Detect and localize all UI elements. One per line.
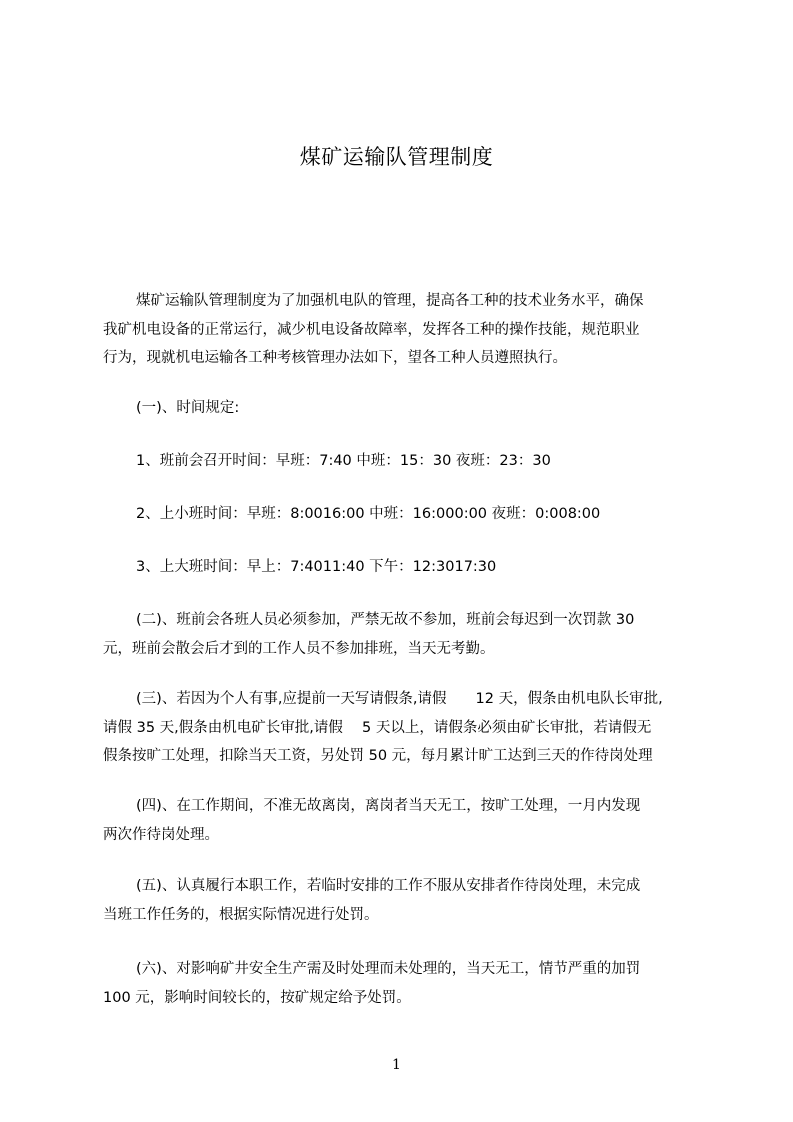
section-4-paragraph — [103, 792, 703, 849]
section-1-heading — [103, 394, 703, 423]
section-2-paragraph — [103, 606, 703, 663]
text-line: 3、上大班时间：早上：7:4011:40 下午：12:3017:30 — [136, 559, 497, 575]
text-line: 假条按旷工处理，扣除当天工资，另处罚 50 元，每月累计旷工达到三天的作待岗处理 — [103, 748, 653, 764]
section-6-paragraph — [103, 955, 703, 1012]
text-line: 两次作待岗处理。 — [103, 826, 219, 843]
time-rule-2 — [103, 500, 703, 529]
text-line: 我矿机电设备的正常运行，减少机电设备故障率，发挥各工种的操作技能，规范职业 — [103, 321, 640, 338]
text-line: (一)、时间规定: — [136, 400, 240, 416]
text-line: (三)、若因为个人有事,应提前一天写请假条,请假 12 天，假条由机电队长审批, — [136, 691, 663, 707]
time-rule-3 — [103, 553, 703, 582]
text-line: 1、班前会召开时间：早班：7:40 中班：15：30 夜班：23：30 — [136, 453, 551, 469]
text-line: (五)、认真履行本职工作，若临时安排的工作不服从安排者作待岗处理，未完成 — [136, 878, 641, 894]
text-line: 当班工作任务的，根据实际情况进行处罚。 — [103, 906, 379, 923]
text-line: 100 元，影响时间较长的，按矿规定给予处罚。 — [103, 989, 411, 1006]
section-3-paragraph — [103, 685, 703, 771]
time-rule-1 — [103, 447, 703, 476]
text-line: 元，班前会散会后才到的工作人员不参加排班，当天无考勤。 — [103, 640, 495, 657]
text-line: (二)、班前会各班人员必须参加，严禁无故不参加，班前会每迟到一次罚款 30 — [136, 612, 635, 628]
text-line: 行为，现就机电运输各工种考核管理办法如下，望各工种人员遵照执行。 — [103, 350, 567, 366]
text-line: (六)、对影响矿井安全生产需及时处理而未处理的，当天无工，情节严重的加罚 — [136, 961, 641, 977]
text-line: (四)、在工作期间，不准无故离岗，离岗者当天无工，按旷工处理，一月内发现 — [136, 798, 641, 814]
page-title: 煤矿运输队管理制度 — [299, 145, 494, 169]
intro-paragraph — [103, 287, 703, 373]
text-line: 2、上小班时间：早班：8:0016:00 中班：16:000:00 夜班：0:008:00 — [136, 506, 601, 522]
section-5-paragraph — [103, 872, 703, 929]
page-number: 1 — [392, 1057, 401, 1073]
text-line: 煤矿运输队管理制度为了加强机电队的管理，提高各工种的技术业务水平，确保 — [136, 293, 644, 309]
text-line: 请假 35 天,假条由机电矿长审批,请假 5 天以上，请假条必须由矿长审批，若请假无 — [103, 719, 652, 736]
